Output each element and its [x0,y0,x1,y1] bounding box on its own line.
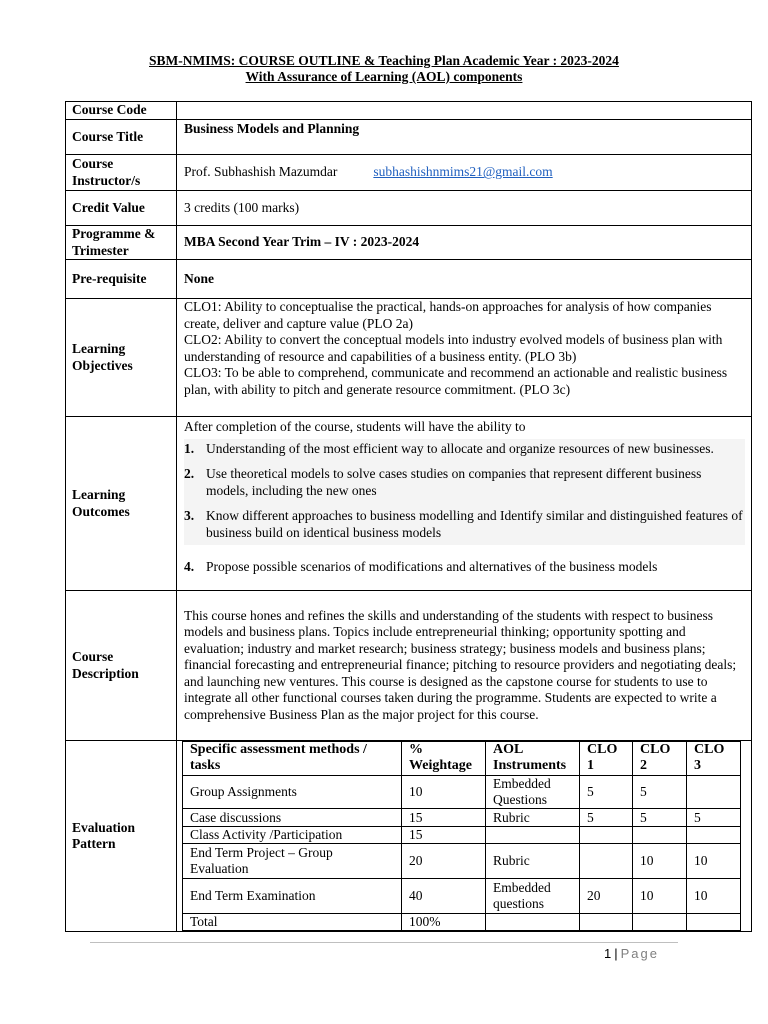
programme-label: Programme & Trimester [66,226,177,260]
objective-item: CLO1: Ability to conceptualise the practical, hands-on approaches for analysis of how companies create, deliver and capture value (PLO 2a) [184,299,712,331]
outcomes-label: Learning Outcomes [66,417,177,591]
page-word: Page [620,946,659,961]
row-learning-objectives [66,299,752,417]
table-cell [486,914,580,931]
programme-value: MBA Second Year Trim – IV : 2023-2024 [177,226,752,260]
document-subtitle: With Assurance of Learning (AOL) components [245,69,523,84]
table-cell: Embedded Questions [486,776,580,809]
instructor-label: Course Instructor/s [66,155,177,191]
objective-item: CLO3: To be able to comprehend, communicate and recommend an actionable and realistic business plan, with ability to pitch and generate resource commitment. (PLO 3c) [184,365,728,397]
list-item-text: Propose possible scenarios of modifications and alternatives of the business models [206,559,658,574]
column-header: % Weightage [402,742,486,776]
table-cell: 10 [633,844,687,879]
table-cell: End Term Project – Group Evaluation [183,844,402,879]
table-cell: 10 [633,879,687,914]
outcomes-list [184,439,745,546]
outcomes-cell [177,417,752,591]
table-cell [486,827,580,844]
table-cell: 20 [402,844,486,879]
objectives-list [177,299,752,417]
table-cell: Total [183,914,402,931]
row-course-title [66,120,752,155]
table-cell [633,827,687,844]
list-item [184,441,745,458]
table-cell [687,776,741,809]
table-cell: End Term Examination [183,879,402,914]
list-item-text: Use theoretical models to solve cases studies on companies that represent different business models, including the new ones [206,466,702,498]
course-title-label: Course Title [66,120,177,155]
row-programme [66,226,752,260]
course-code-value [177,102,752,120]
table-cell [687,827,741,844]
column-header: CLO 3 [687,742,741,776]
footer-separator: | [614,946,618,961]
table-cell: 5 [633,809,687,827]
credit-value: 3 credits (100 marks) [177,191,752,226]
table-cell [580,914,633,931]
list-item [184,545,745,578]
table-row [183,809,741,827]
table-header-row [183,742,741,776]
column-header: CLO 2 [633,742,687,776]
table-cell: Embedded questions [486,879,580,914]
credit-label: Credit Value [66,191,177,226]
footer-divider [90,942,678,943]
table-cell [580,827,633,844]
table-row [183,914,741,931]
table-cell [687,914,741,931]
table-cell: Group Assignments [183,776,402,809]
row-course-code [66,102,752,120]
list-item-text: Know different approaches to business modelling and Identify similar and distinguished features of business build on identical business models [206,508,743,540]
table-cell: 40 [402,879,486,914]
table-cell: 5 [580,809,633,827]
list-item-number: 1. [184,440,195,456]
table-cell: 10 [687,844,741,879]
column-header: CLO 1 [580,742,633,776]
prerequisite-value: None [177,260,752,299]
objective-item: CLO2: Ability to convert the conceptual models into industry evolved models of business plan with understanding of resource and capabilities of a business entity. (PLO 3b) [184,332,723,364]
prerequisite-label: Pre-requisite [66,260,177,299]
table-cell: 10 [402,776,486,809]
table-cell: 5 [687,809,741,827]
evaluation-label: Evaluation Pattern [66,741,177,932]
table-cell: Rubric [486,809,580,827]
description-text: This course hones and refines the skills and understanding of the students with respect to business models and business plans. Topics include entrepreneurial thinking; opportunity spotting and evaluation; industry and market research; business strategy; business models and business plans; financial forecasting and entrepreneurial finance; pitching to resource providers and negotiating deals; and launching new ventures. This course is designed as the capstone course for students to use to integrate all other functional courses taken during the programme. Students are expected to write a comprehensive Business Plan as the major project for this course. [177,591,752,741]
table-row [183,827,741,844]
course-outline-table [65,101,752,932]
table-cell: 15 [402,827,486,844]
list-item-number: 3. [184,508,195,523]
table-cell: 20 [580,879,633,914]
row-learning-outcomes [66,417,752,591]
outcomes-intro: After completion of the course, students will have the ability to [184,419,526,434]
table-row [183,776,741,809]
row-evaluation-pattern [66,741,752,932]
course-code-label: Course Code [66,102,177,120]
row-prerequisite [66,260,752,299]
list-item-text: Understanding of the most efficient way to allocate and organize resources of new businesses. [206,440,714,456]
instructor-email-link[interactable]: subhashishnmims21@gmail.com [373,164,553,180]
instructor-name: Prof. Subhashish Mazumdar [184,164,338,180]
table-cell: Rubric [486,844,580,879]
table-cell [633,914,687,931]
page-footer [604,946,659,961]
evaluation-table [182,741,741,931]
objectives-label: Learning Objectives [66,299,177,417]
table-row [183,844,741,879]
row-course-description [66,591,752,741]
table-cell: 15 [402,809,486,827]
column-header: AOL Instruments [486,742,580,776]
table-cell: Class Activity /Participation [183,827,402,844]
list-item [184,466,745,499]
description-label: Course Description [66,591,177,741]
table-cell: Case discussions [183,809,402,827]
table-row [183,879,741,914]
table-cell: 5 [580,776,633,809]
document-title: SBM-NMIMS: COURSE OUTLINE & Teaching Plan Academic Year : 2023-2024 [149,53,619,68]
list-item-number: 4. [184,559,195,574]
column-header: Specific assessment methods / tasks [183,742,402,776]
row-instructor [66,155,752,191]
evaluation-cell [177,741,752,932]
course-title-value: Business Models and Planning [177,120,752,155]
table-cell [580,844,633,879]
list-item-number: 2. [184,466,195,481]
page-number: 1 [604,946,612,961]
table-cell: 10 [687,879,741,914]
table-cell: 100% [402,914,486,931]
instructor-value [177,155,752,191]
table-cell: 5 [633,776,687,809]
row-credit-value [66,191,752,226]
list-item [184,508,745,541]
